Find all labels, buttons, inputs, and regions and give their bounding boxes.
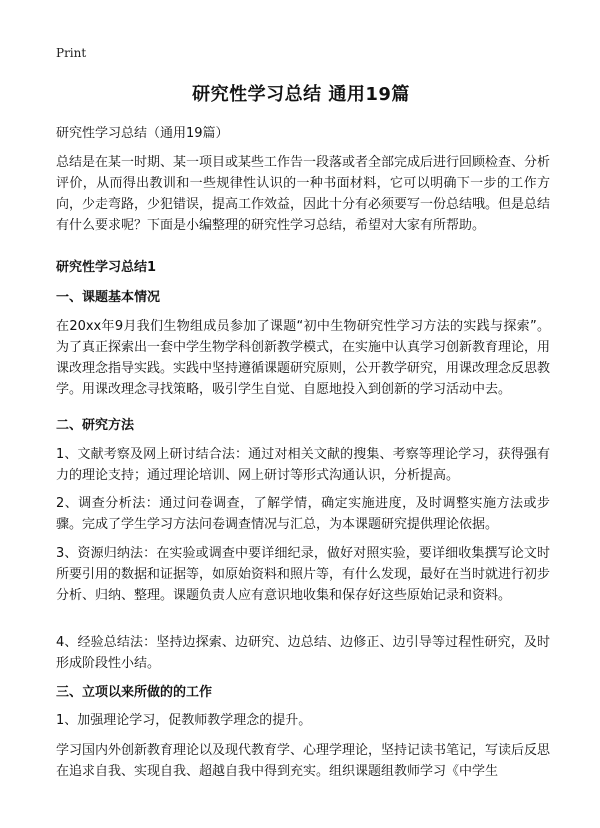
print-link[interactable]: Print bbox=[56, 46, 87, 60]
work-item-1: 1、加强理论学习，促教师教学理念的提升。 bbox=[56, 713, 312, 728]
intro-paragraph: 总结是在某一时期、某一项目或某些工作告一段落或者全部完成后进行回顾检查、分析评价，从而得出教训和一些规律性认识的一种书面材料，它可以明确下一步的工作方向，少走弯路，少犯错误，提高工作效益，因此十分有必须要写一份总结哦。但是总结有什么要求呢？下面是小编整理的研究性学习总结，希望对大家有所帮助。 bbox=[56, 155, 551, 233]
method-item-3: 3、资源归纳法：在实验或调查中要详细纪录，做好对照实验，要详细收集撰写论文时所要引用的数据和证据等，如原始资料和照片等，有什么发现，最好在当时就进行初步分析、归纳、整理。课题负责人应有意识地收集和保存好这些原始记录和资料。 bbox=[56, 546, 551, 603]
section-1-heading: 一、课题基本情况 bbox=[56, 290, 161, 305]
section-3-heading: 三、立项以来所做的的工作 bbox=[56, 685, 213, 700]
method-item-4: 4、经验总结法：坚持边探索、边研究、边总结、边修正、边引导等过程性研究，及时形成阶段性小结。 bbox=[56, 635, 550, 671]
section-2-heading: 二、研究方法 bbox=[56, 418, 135, 433]
summary-1-heading: 研究性学习总结1 bbox=[56, 260, 157, 275]
document-subtitle: 研究性学习总结（通用19篇） bbox=[56, 126, 229, 141]
method-item-1: 1、文献考察及网上研讨结合法：通过对相关文献的搜集、考察等理论学习，获得强有力的理论支持；通过理论培训、网上研讨等形式沟通认识，分析提高。 bbox=[56, 447, 550, 483]
work-paragraph-2: 学习国内外创新教育理论以及现代教育学、心理学理论，坚持记读书笔记，写读后反思在追求自我、实现自我、超越自我中得到充实。组织课题组教师学习《中学生 bbox=[56, 743, 551, 779]
method-item-2: 2、调查分析法：通过问卷调查，了解学情，确定实施进度，及时调整实施方法或步骤。完成了学生学习方法问卷调查情况与汇总，为本课题研究提供理论依据。 bbox=[56, 496, 550, 532]
document-title: 研究性学习总结 通用19篇 bbox=[192, 84, 410, 105]
section-1-paragraph: 在20xx年9月我们生物组成员参加了课题“初中生物研究性学习方法的实践与探索”。为了真正探索出一套中学生物学科创新教学模式，在实施中认真学习创新教育理论，用课改理念指导实践。实践中坚持遵循课题研究原则，公开教学研究，用课改理念反思教学。用课改理念寻找策略，吸引学生自觉、自愿地投入到创新的学习活动中去。 bbox=[56, 319, 551, 397]
